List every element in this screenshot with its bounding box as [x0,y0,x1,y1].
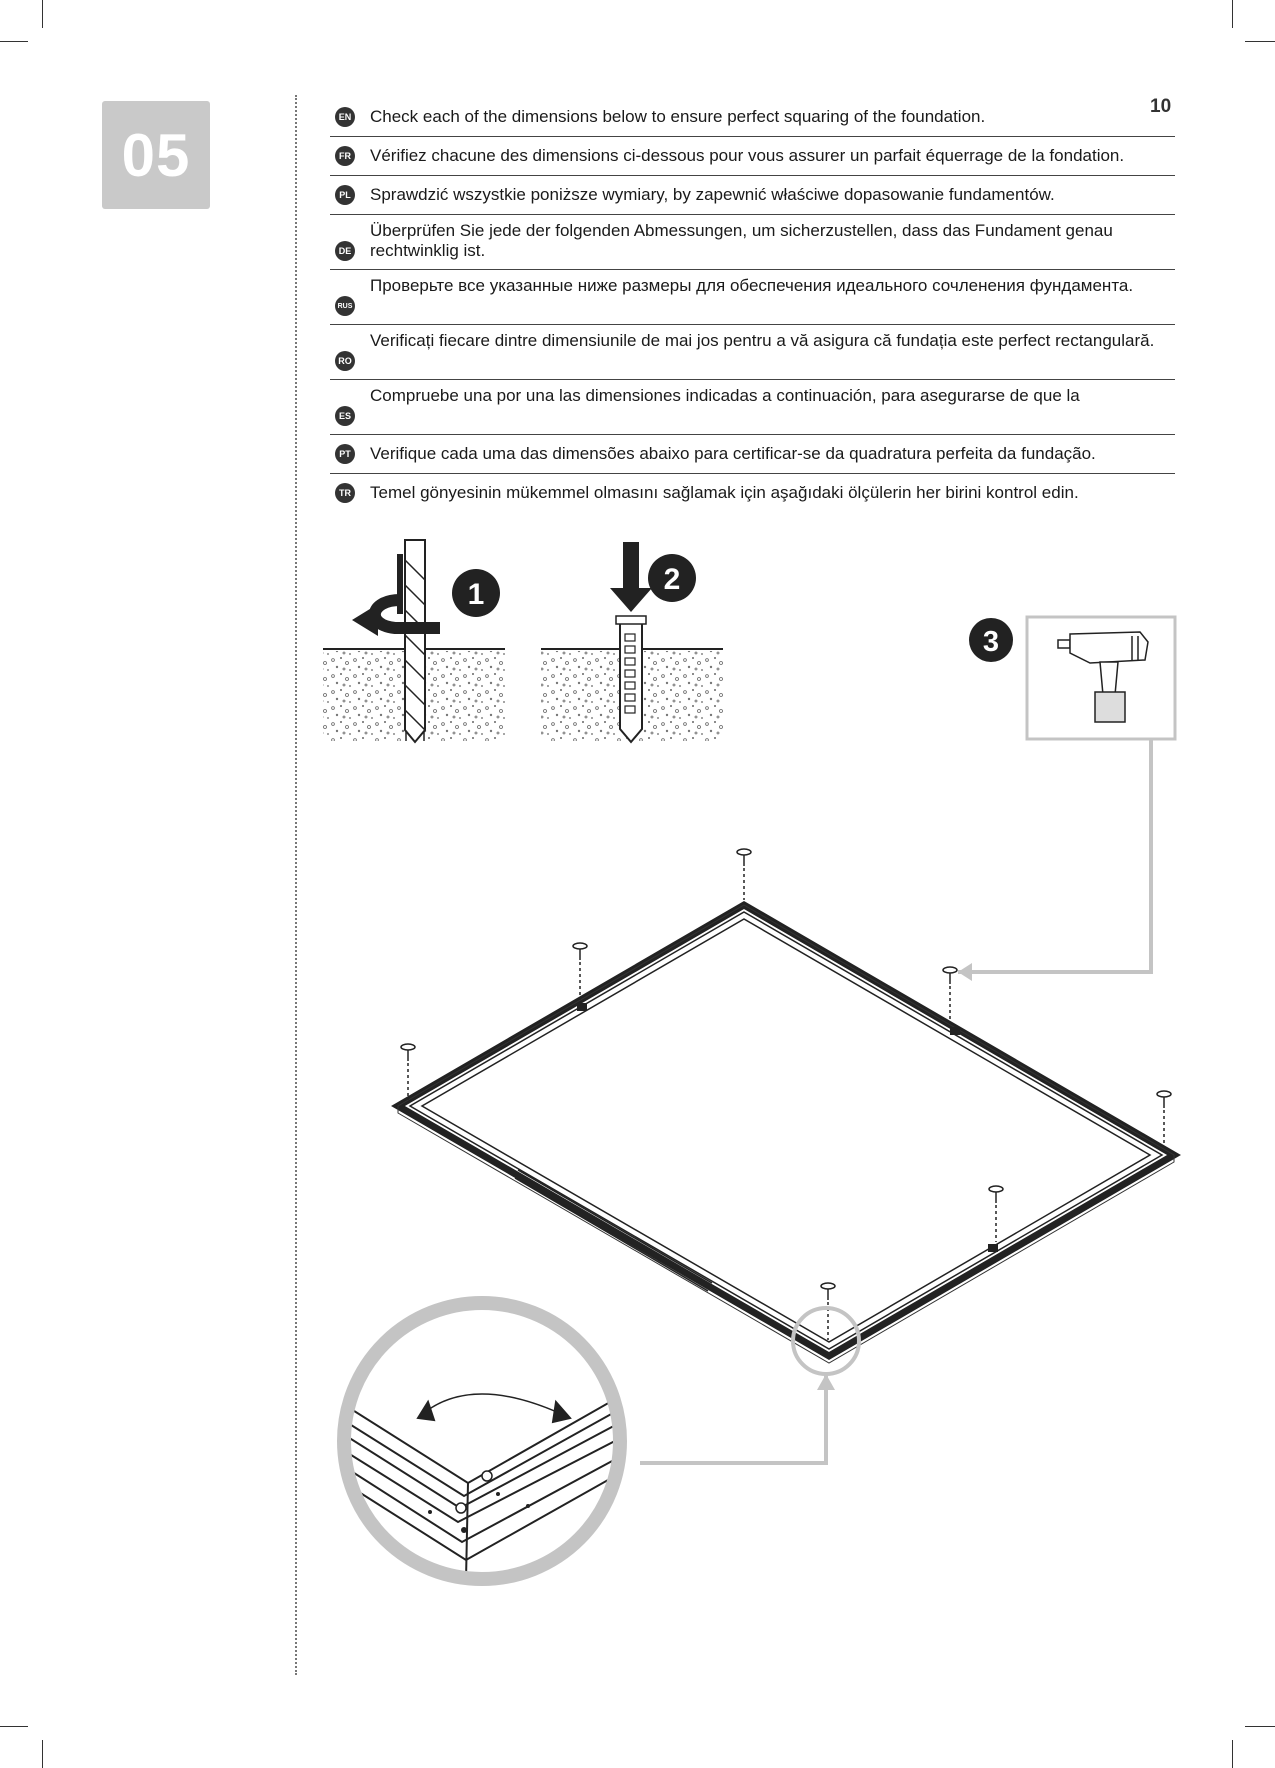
instruction-text: Compruebe una por una las dimensiones indicadas a continuación, para asegurarse de que la [370,386,1080,405]
instruction-text: Check each of the dimensions below to ensure perfect squaring of the foundation. [370,107,986,126]
drill-hole-panel [323,540,505,742]
screw-icon [573,943,587,1000]
callout-one-label: 1 [467,578,485,611]
screw-icon [401,1044,415,1100]
language-badge: ES [335,406,355,426]
language-badge: PL [335,185,355,205]
language-badge: RUS [335,296,355,316]
corner-detail-zoom [340,1303,640,1580]
language-badge: FR [335,146,355,166]
screw-icon [943,967,957,1024]
instruction-text: Sprawdzić wszystkie poniższe wymiary, by zapewnić właściwe dopasowanie fundamentów. [370,185,1055,204]
instruction-text: Verifique cada uma das dimensões abaixo para certificar-se da quadratura perfeita da fundação. [370,444,1096,463]
instruction-text: Проверьте все указанные ниже размеры для обеспечения идеального сочленения фундамента. [370,276,1134,295]
instruction-text: Überprüfen Sie jede der folgenden Abmessungen, um sicherzustellen, dass das Fundament genau rechtwinklig ist. [370,221,1113,260]
down-arrow-icon [610,588,652,612]
callout-two-label: 2 [663,563,681,596]
language-badge: PT [335,444,355,464]
instruction-text: Temel gönyesinin mükemmel olmasını sağlamak için aşağıdaki ölçülerin her birini kontrol edin. [370,483,1079,502]
instruction-text: Verificați fiecare dintre dimensiunile de mai jos pentru a vă asigura că fundația este perfect rectangulară. [370,331,1155,350]
language-badge: RO [335,351,355,371]
screw-icon [1157,1091,1171,1148]
page-number: 10 [1150,96,1172,117]
language-badge: TR [335,483,355,503]
screw-icon-group [401,849,1171,1340]
power-drill-panel [958,617,1175,981]
language-badge: EN [335,107,355,127]
screw-icon [989,1186,1003,1242]
callout-three-label: 3 [982,626,1000,658]
instruction-text: Vérifiez chacune des dimensions ci-dessous pour vous assurer un parfait équerrage de la fondation. [370,146,1125,165]
screw-icon [737,849,751,900]
step-number: 05 [121,121,191,189]
screw-icon [821,1283,835,1340]
insert-plug-panel [541,542,723,742]
language-badge: DE [335,241,355,261]
